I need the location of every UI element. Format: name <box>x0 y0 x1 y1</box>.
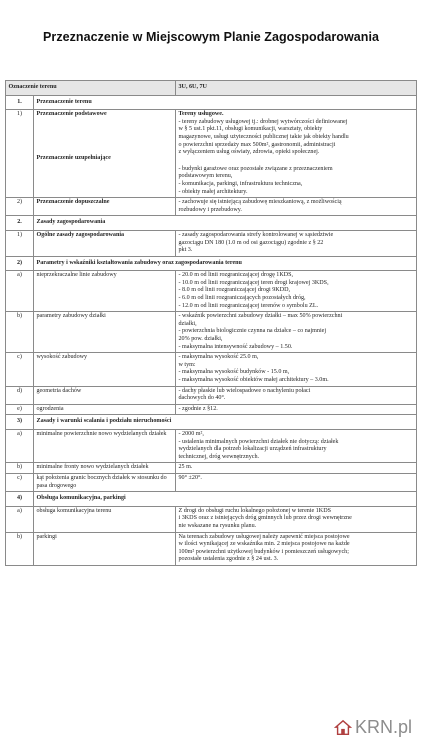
table-row <box>6 230 417 256</box>
row-label-cell <box>34 463 176 474</box>
row-label: Przeznaczenie dopuszczalne <box>36 199 110 206</box>
table-row <box>6 473 417 491</box>
row-label-cell <box>34 198 176 216</box>
content-line: w tym: <box>178 361 196 368</box>
watermark-text: KRN.pl <box>354 717 412 737</box>
content-line: podstawowym terenu, <box>178 173 233 180</box>
section-row <box>6 415 417 430</box>
row-content-cell <box>176 230 417 256</box>
row-number: c) <box>6 353 34 386</box>
content-line: nie wskazane na rysunku planu. <box>178 522 257 529</box>
content-subhead: Tereny usługowe. <box>178 111 224 118</box>
row-number: d) <box>6 386 34 404</box>
content-line: i 3KDS oraz z istniejących dróg gminnych lub przez drogi wewnętrzne <box>178 515 352 522</box>
row-content-cell <box>176 429 417 462</box>
section-row <box>6 95 417 110</box>
content-line: - 10.0 m od linii rozgraniczającej teren drogi krajowej 3KDS, <box>178 279 329 286</box>
row-label-cell <box>34 429 176 462</box>
table-row <box>6 506 417 532</box>
content-line: gazociągu DN 180 (1.0 m od osi gazociągu) zgodnie z § 22 <box>178 239 324 246</box>
row-label-cell <box>34 506 176 532</box>
row-label: wysokość zabudowy <box>36 354 88 361</box>
row-number: a) <box>6 429 34 462</box>
row-content-cell <box>176 506 417 532</box>
row-content-cell <box>176 110 417 198</box>
row-content-cell <box>176 532 417 565</box>
section-title: Przeznaczenie terenu <box>34 95 417 110</box>
row-number: 2) <box>6 198 34 216</box>
row-number: b) <box>6 312 34 353</box>
content-line: pozostałe ustalenia zgodnie z § 24 ust. 3. <box>178 556 279 563</box>
section-row <box>6 492 417 507</box>
content-line: magazynowe, usługi użyteczności publicznej takie jak obiekty handlu <box>178 133 349 140</box>
section-title: Zasady zagospodarowania <box>34 216 417 231</box>
section-title: Parametry i wskaźniki kształtowania zabudowy oraz zagospodarowania terenu <box>34 256 417 271</box>
section-title: Zasady i warunki scalania i podziału nieruchomości <box>34 415 417 430</box>
table-row <box>6 532 417 565</box>
watermark-logo <box>334 717 412 738</box>
content-line: - dachy płaskie lub wielospadowe o nachyleniu połaci <box>178 387 311 394</box>
row-content-cell <box>176 463 417 474</box>
content-line: - 2000 m², <box>178 430 204 437</box>
header-value: 3U, 6U, 7U <box>176 81 417 96</box>
content-line: rozbudowy i przebudowy. <box>178 206 242 213</box>
section-row <box>6 256 417 271</box>
content-line: - maksymalna wysokość budynków - 15.0 m, <box>178 369 290 376</box>
section-title: Obsługa komunikacyjna, parkingi <box>34 492 417 507</box>
content-line: 20% pow. działki, <box>178 336 223 343</box>
content-line: pkt 3. <box>178 247 193 254</box>
table-row <box>6 463 417 474</box>
content-line: w ilości wynikającej ze wskaźnika min. 2 miejsca postojowe na każde <box>178 541 350 548</box>
table-row <box>6 312 417 353</box>
header-label: Oznaczenie terenu <box>6 81 176 96</box>
row-label-cell <box>34 386 176 404</box>
house-icon <box>334 719 352 737</box>
row-number: a) <box>6 506 34 532</box>
row-number: b) <box>6 532 34 565</box>
table-row <box>6 110 417 198</box>
content-line: - powierzchnia biologicznie czynna na działce – co najmniej <box>178 328 327 335</box>
row-label-cell <box>34 312 176 353</box>
section-number: 2) <box>6 256 34 271</box>
table-row <box>6 386 417 404</box>
content-line: - komunikacja, parkingi, infrastruktura techniczna, <box>178 180 303 187</box>
row-label-cell <box>34 473 176 491</box>
row-content-cell <box>176 312 417 353</box>
row-number: a) <box>6 271 34 312</box>
section-row <box>6 216 417 231</box>
table-header-row <box>6 81 417 96</box>
content-line: o powierzchni sprzedaży max 500m², gastronomii, administracji <box>178 141 336 148</box>
content-line: - ustalenia minimalnych powierzchni działek nie dotyczą: działek <box>178 438 339 445</box>
section-number: 1. <box>6 95 34 110</box>
table-row <box>6 198 417 216</box>
row-label-cell <box>34 271 176 312</box>
content-line: dachowych do 40°. <box>178 395 226 402</box>
row-content-cell <box>176 404 417 415</box>
content-line: - zgodnie z §12. <box>178 405 218 412</box>
content-line: - zasady zagospodarowania strefy kontrolowanej w sąsiedztwie <box>178 231 334 238</box>
table-body <box>6 95 417 565</box>
content-line: - wskaźnik powierzchni zabudowy działki – max 50% powierzchni <box>178 313 343 320</box>
content-line: - 8.0 m od linii rozgraniczającej drogi 9KDD, <box>178 287 291 294</box>
content-line: 100m² powierzchni użytkowej budynków i pomieszczeń usługowych; <box>178 548 349 555</box>
row-label: parametry zabudowy działki <box>36 313 106 320</box>
content-line: - 6.0 m od linii rozgraniczających pozostałych dróg, <box>178 295 306 302</box>
row-number: e) <box>6 404 34 415</box>
content-line: w § 5 ust.1 pkt.11, obsługi komunikacji, warsztaty, obiekty <box>178 126 323 133</box>
row-number: b) <box>6 463 34 474</box>
row-label: nieprzekraczalne linie zabudowy <box>36 272 117 279</box>
zoning-table <box>5 80 417 566</box>
row-label: Przeznaczenie podstawowe <box>36 111 107 118</box>
row-content-cell <box>176 271 417 312</box>
page-title: Przeznaczenie w Miejscowym Planie Zagospodarowania <box>43 30 379 44</box>
content-line: - 20.0 m od linii rozgraniczającej drogę 1KDS, <box>178 272 294 279</box>
content-line: - maksymalna wysokość 25.0 m, <box>178 354 259 361</box>
row-content-cell <box>176 198 417 216</box>
content-line: - tereny zabudowy usługowej tj.: drobnej wytwórczości definiowanej <box>178 118 348 125</box>
row-label: Ogólne zasady zagospodarowania <box>36 231 125 238</box>
row-label-cell <box>34 404 176 415</box>
section-number: 4) <box>6 492 34 507</box>
row-label: minimalne powierzchnie nowo wydzielanych działek <box>36 430 167 437</box>
section-number: 3) <box>6 415 34 430</box>
row-label-cell <box>34 230 176 256</box>
content-line: - zachowuje się istniejącą zabudowę mieszkaniową, z możliwością <box>178 199 342 206</box>
table-row <box>6 353 417 386</box>
row-label-cell <box>34 353 176 386</box>
row-label: kąt położenia granic bocznych działek w stosunku do pasa drogowego <box>36 474 167 489</box>
table-row <box>6 271 417 312</box>
table-row <box>6 429 417 462</box>
content-line: - budynki garażowe oraz pozostałe związane z przeznaczeniem <box>178 165 333 172</box>
content-line: 90° ±20°. <box>178 474 202 481</box>
row-label: parkingi <box>36 533 57 540</box>
row-label: obsługa komunikacyjna terenu <box>36 507 112 514</box>
row-label-secondary: Przeznaczenie uzupełniające <box>36 154 111 161</box>
row-number: 1) <box>6 230 34 256</box>
content-line: - obiekty małej architektury. <box>178 188 248 195</box>
content-line: działki, <box>178 320 197 327</box>
content-line: 25 m. <box>178 464 193 471</box>
content-line: wydzielanych dla potrzeb lokalizacji urządzeń infrastruktury <box>178 446 327 453</box>
content-line: technicznej, dróg wewnętrznych. <box>178 453 260 460</box>
content-line: - maksymalna wysokość obiektów małej architektury – 3.0m. <box>178 377 329 383</box>
content-line: Na terenach zabudowy usługowej należy zapewnić miejsca postojowe <box>178 533 350 540</box>
section-number: 2. <box>6 216 34 231</box>
row-label: geometria dachów <box>36 387 82 394</box>
table-row <box>6 404 417 415</box>
row-label-cell <box>34 110 176 198</box>
row-content-cell <box>176 353 417 386</box>
row-number: c) <box>6 473 34 491</box>
content-line: z wyłączeniem usług oświaty, zdrowia, opieki społecznej. <box>178 149 320 156</box>
content-line: - maksymalna intensywność zabudowy – 1.50. <box>178 343 293 350</box>
row-content-cell <box>176 386 417 404</box>
content-line: - 12.0 m od linii rozgraniczającej terenów o symbolu ZL. <box>178 302 319 309</box>
row-label-cell <box>34 532 176 565</box>
row-label: ogrodzenia <box>36 405 64 412</box>
row-number: 1) <box>6 110 34 198</box>
row-content-cell <box>176 473 417 491</box>
content-line: Z drogi do obsługi ruchu lokalnego położonej w terenie 1KDS <box>178 507 331 514</box>
row-label: minimalne fronty nowo wydzielanych działek <box>36 464 149 471</box>
